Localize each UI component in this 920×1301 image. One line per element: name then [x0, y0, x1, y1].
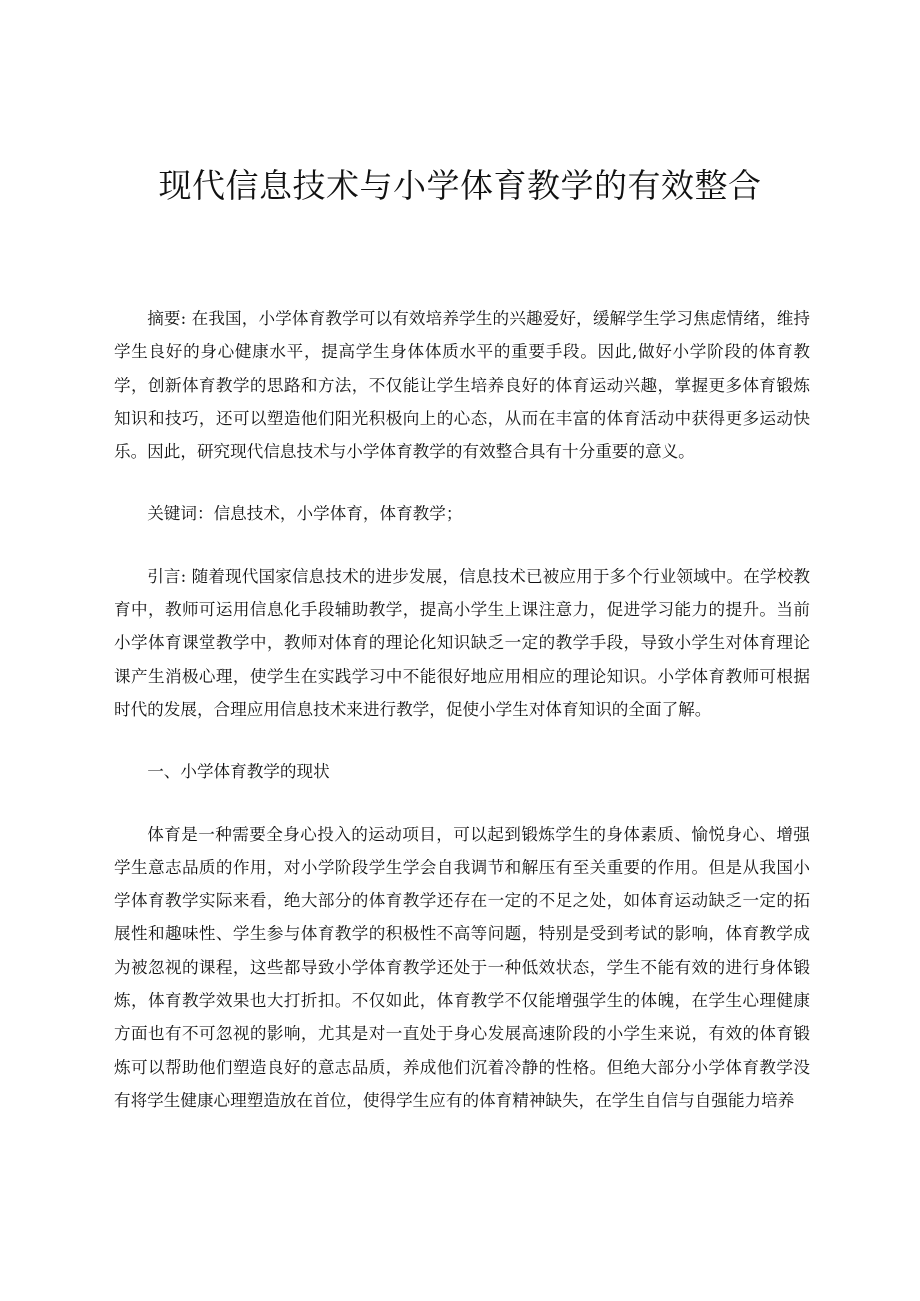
document-body: [114, 302, 810, 1117]
document-title: 现代信息技术与小学体育教学的有效整合: [158, 166, 762, 205]
section-heading: 一、小学体育教学的现状: [147, 762, 330, 782]
section-paragraph: 体育是一种需要全身心投入的运动项目，可以起到锻炼学生的身体素质、愉悦身心、增强学生意志品质的作用，对小学阶段学生学会自我调节和解压有至关重要的作用。但是从我国小学体育教学实际来看，绝大部分的体育教学还存在一定的不足之处，如体育运动缺乏一定的拓展性和趣味性、学生参与体育教学的积极性不高等问题，特别是受到考试的影响，体育教学成为被忽视的课程，这些都导致小学体育教学还处于一种低效状态，学生不能有效的进行身体锻炼，体育教学效果也大打折扣。不仅如此，体育教学不仅能增强学生的体魄，在学生心理健康方面也有不可忽视的影响，尤其是对一直处于身心发展高速阶段的小学生来说，有效的体育锻炼可以帮助他们塑造良好的意志品质，养成他们沉着冷静的性格。但绝大部分小学体育教学没有将学生健康心理塑造放在首位，使得学生应有的体育精神缺失，在学生自信与自强能力培养: [114, 824, 810, 1110]
abstract-label: 摘要:: [147, 309, 187, 328]
abstract-paragraph: [114, 302, 810, 468]
keywords-label: 关键词：: [147, 504, 214, 524]
abstract-text: 在我国，小学体育教学可以有效培养学生的兴趣爱好，缓解学生学习焦虑情绪，维持学生良好的身心健康水平，提高学生身体体质水平的重要手段。因此,做好小学阶段的体育教学，创新体育教学的思路和方法，不仅能让学生培养良好的体育运动兴趣，掌握更多体育锻炼知识和技巧，还可以塑造他们阳光积极向上的心态，从而在丰富的体育活动中获得更多运动快乐。因此，研究现代信息技术与小学体育教学的有效整合具有十分重要的意义。: [114, 309, 811, 462]
keywords-text: 信息技术，小学体育，体育教学；: [213, 504, 463, 524]
intro-label: 引言:: [147, 566, 187, 586]
intro-text: 随着现代国家信息技术的进步发展，信息技术已被应用于多个行业领域中。在学校教育中，教师可运用信息化手段辅助教学，提高小学生上课注意力，促进学习能力的提升。当前小学体育课堂教学中，教师对体育的理论化知识缺乏一定的教学手段，导致小学生对体育理论课产生消极心理，使学生在实践学习中不能很好地应用相应的理论知识。小学体育教师可根据时代的发展，合理应用信息技术来进行教学，促使小学生对体育知识的全面了解。: [114, 566, 811, 719]
intro-paragraph: [114, 560, 810, 726]
keywords-paragraph: [114, 497, 810, 530]
